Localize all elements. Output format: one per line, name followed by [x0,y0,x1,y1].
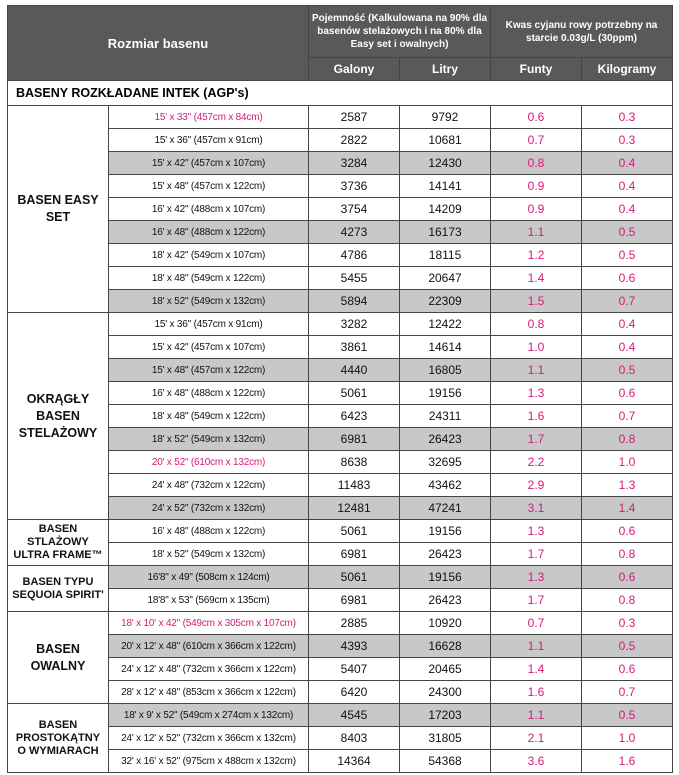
kilograms-cell: 0.6 [582,566,673,589]
liters-cell: 22309 [400,290,491,313]
kilograms-cell: 1.0 [582,727,673,750]
pool-group-label: BASEN EASY SET [8,106,109,313]
size-cell: 15' x 48" (457cm x 122cm) [109,359,309,382]
pounds-cell: 1.1 [491,635,582,658]
liters-cell: 32695 [400,451,491,474]
capacity-header: Pojemność (Kalkulowana na 90% dla basenów stelażowych i na 80% dla Easy set i owalnych) [309,6,491,58]
gallons-cell: 3736 [309,175,400,198]
pounds-cell: 0.9 [491,175,582,198]
gallons-cell: 2822 [309,129,400,152]
gallons-cell: 6423 [309,405,400,428]
pounds-cell: 1.2 [491,244,582,267]
size-cell: 18' x 48" (549cm x 122cm) [109,267,309,290]
liters-cell: 20465 [400,658,491,681]
liters-cell: 14209 [400,198,491,221]
table-row [8,612,673,635]
kilograms-cell: 0.7 [582,681,673,704]
liters-cell: 12422 [400,313,491,336]
kilograms-cell: 0.4 [582,336,673,359]
pounds-header: Funty [491,58,582,81]
kilograms-cell: 0.4 [582,313,673,336]
liters-cell: 19156 [400,520,491,543]
size-cell: 28' x 12' x 48" (853cm x 366cm x 122cm) [109,681,309,704]
liters-cell: 19156 [400,382,491,405]
gallons-cell: 5061 [309,382,400,405]
gallons-cell: 3284 [309,152,400,175]
pounds-cell: 1.1 [491,704,582,727]
size-cell: 15' x 48" (457cm x 122cm) [109,175,309,198]
liters-cell: 18115 [400,244,491,267]
pounds-cell: 3.6 [491,750,582,773]
liters-cell: 24311 [400,405,491,428]
kilograms-cell: 0.6 [582,520,673,543]
pounds-cell: 1.0 [491,336,582,359]
pounds-cell: 1.1 [491,359,582,382]
gallons-cell: 3754 [309,198,400,221]
liters-cell: 9792 [400,106,491,129]
kilograms-cell: 0.6 [582,267,673,290]
liters-cell: 12430 [400,152,491,175]
gallons-cell: 5894 [309,290,400,313]
kilograms-cell: 0.5 [582,704,673,727]
liters-cell: 10920 [400,612,491,635]
liters-cell: 16805 [400,359,491,382]
size-cell: 18' x 42" (549cm x 107cm) [109,244,309,267]
kilograms-cell: 0.4 [582,175,673,198]
pool-group-label: BASEN TYPU SEQUOIA SPIRIT' [8,566,109,612]
size-cell: 24' x 12' x 48" (732cm x 366cm x 122cm) [109,658,309,681]
size-cell: 15' x 33" (457cm x 84cm) [109,106,309,129]
table-row [8,566,673,589]
section-title: BASENY ROZKŁADANE INTEK (AGP's) [8,81,673,106]
gallons-cell: 4440 [309,359,400,382]
gallons-cell: 11483 [309,474,400,497]
size-cell: 20' x 52" (610cm x 132cm) [109,451,309,474]
kilograms-cell: 0.5 [582,221,673,244]
table-row [8,106,673,129]
size-cell: 24' x 52" (732cm x 132cm) [109,497,309,520]
gallons-cell: 6981 [309,428,400,451]
size-cell: 18' x 9' x 52" (549cm x 274cm x 132cm) [109,704,309,727]
gallons-cell: 6420 [309,681,400,704]
pounds-cell: 2.2 [491,451,582,474]
size-cell: 18' x 10' x 42" (549cm x 305cm x 107cm) [109,612,309,635]
size-cell: 15' x 42" (457cm x 107cm) [109,152,309,175]
size-cell: 15' x 36" (457cm x 91cm) [109,313,309,336]
size-cell: 15' x 42" (457cm x 107cm) [109,336,309,359]
gallons-cell: 4393 [309,635,400,658]
size-cell: 18' x 48" (549cm x 122cm) [109,405,309,428]
liters-cell: 26423 [400,543,491,566]
pounds-cell: 1.3 [491,566,582,589]
liters-cell: 26423 [400,428,491,451]
kilograms-cell: 0.5 [582,359,673,382]
pounds-cell: 1.3 [491,382,582,405]
gallons-cell: 2885 [309,612,400,635]
liters-cell: 16173 [400,221,491,244]
pounds-cell: 2.9 [491,474,582,497]
pool-group-label: BASEN OWALNY [8,612,109,704]
gallons-cell: 8638 [309,451,400,474]
kilograms-cell: 0.8 [582,589,673,612]
pounds-cell: 1.7 [491,428,582,451]
gallons-cell: 3861 [309,336,400,359]
pounds-cell: 1.5 [491,290,582,313]
size-cell: 18' x 52" (549cm x 132cm) [109,428,309,451]
kilograms-cell: 0.3 [582,106,673,129]
kilograms-cell: 1.6 [582,750,673,773]
size-cell: 16' x 48" (488cm x 122cm) [109,221,309,244]
gallons-cell: 4545 [309,704,400,727]
gallons-cell: 5455 [309,267,400,290]
gallons-cell: 5061 [309,520,400,543]
pounds-cell: 0.8 [491,152,582,175]
kilograms-cell: 0.8 [582,543,673,566]
gallons-cell: 5407 [309,658,400,681]
gallons-cell: 14364 [309,750,400,773]
liters-cell: 10681 [400,129,491,152]
kilograms-cell: 0.3 [582,129,673,152]
gallons-cell: 5061 [309,566,400,589]
liters-cell: 16628 [400,635,491,658]
size-cell: 32' x 16' x 52" (975cm x 488cm x 132cm) [109,750,309,773]
gallons-cell: 4786 [309,244,400,267]
kilograms-cell: 0.6 [582,658,673,681]
kilograms-cell: 1.4 [582,497,673,520]
size-column-header: Rozmiar basenu [8,6,309,81]
kilograms-cell: 0.4 [582,198,673,221]
pounds-cell: 1.4 [491,658,582,681]
pool-group-label: BASEN PROSTOKĄTNY O WYMIARACH [8,704,109,773]
acid-header: Kwas cyjanu rowy potrzebny na starcie 0.03g/L (30ppm) [491,6,673,58]
gallons-cell: 2587 [309,106,400,129]
pounds-cell: 1.1 [491,221,582,244]
liters-cell: 14141 [400,175,491,198]
size-cell: 16' x 48" (488cm x 122cm) [109,520,309,543]
table-row [8,520,673,543]
pounds-cell: 0.9 [491,198,582,221]
table-row [8,704,673,727]
pounds-cell: 1.4 [491,267,582,290]
kilograms-cell: 0.6 [582,382,673,405]
size-cell: 24' x 12' x 52" (732cm x 366cm x 132cm) [109,727,309,750]
pounds-cell: 1.7 [491,589,582,612]
pounds-cell: 0.7 [491,129,582,152]
kilograms-cell: 0.7 [582,405,673,428]
size-cell: 15' x 36" (457cm x 91cm) [109,129,309,152]
pounds-cell: 0.8 [491,313,582,336]
pounds-cell: 1.6 [491,681,582,704]
size-cell: 24' x 48" (732cm x 122cm) [109,474,309,497]
size-cell: 16' x 42" (488cm x 107cm) [109,198,309,221]
kilograms-cell: 0.3 [582,612,673,635]
size-cell: 16' x 48" (488cm x 122cm) [109,382,309,405]
kilograms-cell: 1.3 [582,474,673,497]
pounds-cell: 1.7 [491,543,582,566]
table-row [8,313,673,336]
kilograms-cell: 0.4 [582,152,673,175]
gallons-header: Galony [309,58,400,81]
liters-cell: 24300 [400,681,491,704]
size-cell: 20' x 12' x 48" (610cm x 366cm x 122cm) [109,635,309,658]
pounds-cell: 3.1 [491,497,582,520]
liters-cell: 31805 [400,727,491,750]
pounds-cell: 2.1 [491,727,582,750]
pounds-cell: 1.6 [491,405,582,428]
gallons-cell: 6981 [309,589,400,612]
pool-group-label: OKRĄGŁY BASEN STELAŻOWY [8,313,109,520]
gallons-cell: 6981 [309,543,400,566]
gallons-cell: 4273 [309,221,400,244]
liters-cell: 43462 [400,474,491,497]
kilograms-cell: 0.5 [582,244,673,267]
kilograms-header: Kilogramy [582,58,673,81]
pool-capacity-table [7,5,673,773]
gallons-cell: 3282 [309,313,400,336]
liters-cell: 14614 [400,336,491,359]
liters-cell: 47241 [400,497,491,520]
pool-group-label: BASEN STLAŻOWY ULTRA FRAME™ [8,520,109,566]
kilograms-cell: 1.0 [582,451,673,474]
pounds-cell: 1.3 [491,520,582,543]
pounds-cell: 0.7 [491,612,582,635]
gallons-cell: 8403 [309,727,400,750]
gallons-cell: 12481 [309,497,400,520]
liters-cell: 17203 [400,704,491,727]
kilograms-cell: 0.5 [582,635,673,658]
size-cell: 18' x 52" (549cm x 132cm) [109,290,309,313]
kilograms-cell: 0.8 [582,428,673,451]
liters-header: Litry [400,58,491,81]
liters-cell: 26423 [400,589,491,612]
size-cell: 18' x 52" (549cm x 132cm) [109,543,309,566]
liters-cell: 19156 [400,566,491,589]
size-cell: 16'8" x 49" (508cm x 124cm) [109,566,309,589]
liters-cell: 20647 [400,267,491,290]
kilograms-cell: 0.7 [582,290,673,313]
pounds-cell: 0.6 [491,106,582,129]
liters-cell: 54368 [400,750,491,773]
table-body [8,81,673,773]
size-cell: 18'8" x 53" (569cm x 135cm) [109,589,309,612]
